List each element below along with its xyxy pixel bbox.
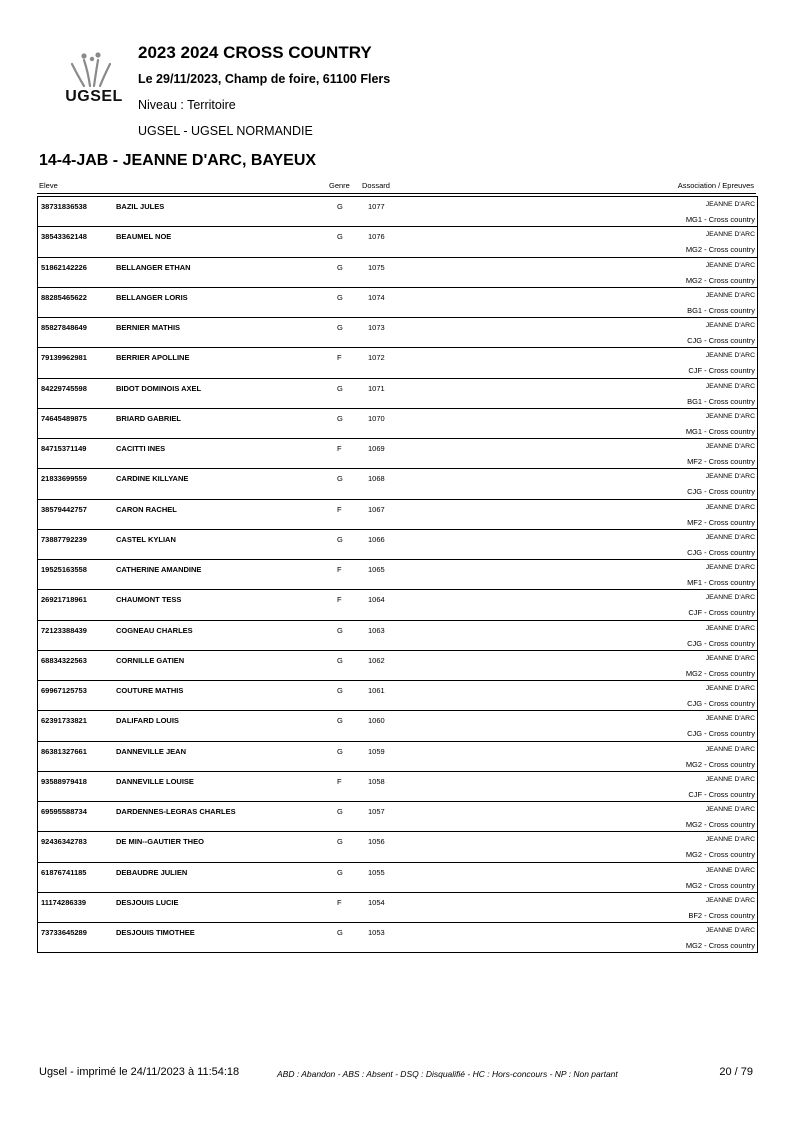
- participant-id: 38579442757: [41, 504, 87, 514]
- participant-genre: G: [337, 262, 343, 272]
- participant-id: 86381327661: [41, 746, 87, 756]
- participant-event: MG2 - Cross country: [685, 245, 755, 255]
- participant-association: JEANNE D'ARC: [705, 927, 755, 934]
- participant-dossard: 1063: [368, 625, 385, 635]
- participant-id: 74645489875: [41, 413, 87, 423]
- participant-id: 61876741185: [41, 867, 87, 877]
- participant-dossard: 1075: [368, 262, 385, 272]
- table-row: [38, 438, 757, 468]
- participant-dossard: 1064: [368, 595, 385, 605]
- participant-event: BF2 - Cross country: [688, 910, 755, 920]
- participant-event: BG1 - Cross country: [687, 396, 755, 406]
- participant-name: BIDOT DOMINOIS AXEL: [116, 383, 202, 393]
- participant-event: MG2 - Cross country: [685, 668, 755, 678]
- participant-name: DARDENNES-LEGRAS CHARLES: [116, 807, 236, 816]
- participant-id: 51862142226: [41, 262, 87, 272]
- participant-event: CJG - Cross country: [687, 638, 755, 648]
- participant-genre: G: [337, 837, 343, 847]
- participant-id: 38543362148: [41, 232, 87, 242]
- table-row: [38, 347, 757, 377]
- participant-name: BELLANGER ETHAN: [116, 262, 191, 272]
- participant-genre: F: [337, 565, 342, 574]
- participant-genre: G: [337, 413, 343, 423]
- table-row: [38, 226, 757, 256]
- participant-id: 68834322563: [41, 655, 87, 665]
- participant-genre: G: [337, 746, 343, 756]
- participant-event: MG2 - Cross country: [685, 759, 755, 769]
- participant-association: JEANNE D'ARC: [705, 624, 755, 632]
- participant-dossard: 1069: [368, 444, 385, 453]
- participant-event: MG1 - Cross country: [685, 426, 755, 436]
- participant-name: BAZIL JULES: [116, 202, 165, 211]
- participant-genre: F: [337, 504, 342, 514]
- table-row: [38, 589, 757, 619]
- participant-event: MG2 - Cross country: [685, 941, 755, 950]
- participant-dossard: 1073: [368, 323, 385, 332]
- table-row: [38, 831, 757, 861]
- participant-name: CARDINE KILLYANE: [116, 474, 189, 484]
- participant-genre: G: [337, 323, 343, 332]
- participant-association: JEANNE D'ARC: [705, 473, 755, 481]
- participant-dossard: 1068: [368, 474, 385, 484]
- participant-association: JEANNE D'ARC: [705, 231, 755, 239]
- participant-event: CJF - Cross country: [688, 366, 755, 376]
- participant-event: CJF - Cross country: [688, 789, 755, 799]
- participant-name: COGNEAU CHARLES: [116, 625, 193, 635]
- participant-association: JEANNE D'ARC: [705, 896, 755, 904]
- participant-genre: G: [337, 928, 343, 937]
- participant-association: JEANNE D'ARC: [705, 322, 755, 329]
- participant-name: DANNEVILLE JEAN: [116, 746, 187, 756]
- participant-genre: F: [337, 897, 342, 907]
- participant-name: CATHERINE AMANDINE: [116, 565, 202, 574]
- participant-event: MG2 - Cross country: [685, 275, 755, 285]
- participant-name: BERRIER APOLLINE: [116, 353, 190, 363]
- participant-id: 21833699559: [41, 474, 87, 484]
- table-row: [38, 559, 757, 589]
- table-row: [38, 801, 757, 831]
- participant-genre: G: [337, 202, 343, 211]
- participant-id: 79139962981: [41, 353, 87, 363]
- participant-genre: G: [337, 534, 343, 544]
- participant-event: CJG - Cross country: [687, 547, 755, 557]
- participant-name: BEAUMEL NOE: [116, 232, 172, 242]
- participant-genre: G: [337, 292, 343, 302]
- participant-id: 92436342783: [41, 837, 87, 847]
- organisation: UGSEL - UGSEL NORMANDIE: [138, 124, 313, 138]
- participant-association: JEANNE D'ARC: [705, 352, 755, 360]
- participant-event: CJG - Cross country: [687, 336, 755, 345]
- participant-association: JEANNE D'ARC: [705, 201, 755, 208]
- participant-dossard: 1072: [368, 353, 385, 363]
- participant-event: BG1 - Cross country: [687, 305, 755, 315]
- table-row: [38, 680, 757, 710]
- participant-association: JEANNE D'ARC: [705, 715, 755, 723]
- table-row: [38, 378, 757, 408]
- participant-dossard: 1054: [368, 897, 385, 907]
- participant-dossard: 1056: [368, 837, 385, 847]
- event-level: Niveau : Territoire: [138, 98, 236, 112]
- event-date-location: Le 29/11/2023, Champ de foire, 61100 Flers: [138, 72, 391, 86]
- participant-name: COUTURE MATHIS: [116, 686, 184, 695]
- logo-text: UGSEL: [65, 88, 123, 105]
- participant-dossard: 1058: [368, 776, 385, 786]
- table-row: [38, 922, 757, 952]
- participant-association: JEANNE D'ARC: [705, 443, 755, 450]
- participant-association: JEANNE D'ARC: [705, 291, 755, 299]
- participant-name: DANNEVILLE LOUISE: [116, 776, 194, 786]
- event-title: 2023 2024 CROSS COUNTRY: [138, 43, 372, 62]
- table-row: [38, 862, 757, 892]
- participant-association: JEANNE D'ARC: [705, 261, 755, 269]
- participant-dossard: 1060: [368, 716, 385, 726]
- participant-dossard: 1077: [368, 202, 385, 211]
- participant-genre: G: [337, 383, 343, 393]
- table-row: [38, 468, 757, 498]
- participant-id: 19525163558: [41, 565, 87, 574]
- participant-association: JEANNE D'ARC: [705, 594, 755, 602]
- participant-name: DE MIN--GAUTIER THEO: [116, 837, 204, 847]
- participant-name: DESJOUIS TIMOTHEE: [116, 928, 195, 937]
- participant-dossard: 1071: [368, 383, 385, 393]
- participant-dossard: 1061: [368, 686, 385, 695]
- participant-event: MG2 - Cross country: [685, 820, 755, 829]
- participant-name: BELLANGER LORIS: [116, 292, 188, 302]
- page-number: 20 / 79: [719, 1066, 753, 1078]
- participant-genre: G: [337, 655, 343, 665]
- participant-dossard: 1074: [368, 292, 385, 302]
- participant-genre: G: [337, 716, 343, 726]
- participant-id: 93588979418: [41, 776, 87, 786]
- participant-genre: G: [337, 807, 343, 816]
- participant-name: CARON RACHEL: [116, 504, 177, 514]
- participant-id: 72123388439: [41, 625, 87, 635]
- participant-event: CJF - Cross country: [688, 608, 755, 618]
- participant-name: BRIARD GABRIEL: [116, 413, 181, 423]
- participant-association: JEANNE D'ARC: [705, 412, 755, 420]
- participant-association: JEANNE D'ARC: [705, 533, 755, 541]
- participant-genre: G: [337, 474, 343, 484]
- column-genre: Genre: [329, 181, 350, 190]
- participant-id: 38731836538: [41, 202, 87, 211]
- participant-id: 73733645289: [41, 928, 87, 937]
- participant-name: CACITTI INES: [116, 444, 166, 453]
- participant-event: MG1 - Cross country: [685, 215, 755, 224]
- participant-event: MF2 - Cross country: [687, 457, 755, 466]
- participant-association: JEANNE D'ARC: [705, 866, 755, 874]
- participant-association: JEANNE D'ARC: [705, 382, 755, 390]
- participant-event: MF2 - Cross country: [687, 517, 755, 527]
- participant-id: 84715371149: [41, 444, 87, 453]
- table-row: [38, 710, 757, 740]
- participant-id: 69967125753: [41, 686, 87, 695]
- participant-association: JEANNE D'ARC: [705, 836, 755, 844]
- table-row: [38, 771, 757, 801]
- participant-name: DALIFARD LOUIS: [116, 716, 179, 726]
- participant-dossard: 1076: [368, 232, 385, 242]
- participant-genre: F: [337, 444, 342, 453]
- column-dossard: Dossard: [362, 181, 390, 190]
- participant-association: JEANNE D'ARC: [705, 503, 755, 511]
- participant-id: 73887792239: [41, 534, 87, 544]
- participant-event: CJG - Cross country: [687, 699, 755, 708]
- participant-name: BERNIER MATHIS: [116, 323, 181, 332]
- column-association: Association / Epreuves: [677, 181, 754, 190]
- participant-name: DESJOUIS LUCIE: [116, 897, 179, 907]
- participant-name: DEBAUDRE JULIEN: [116, 867, 188, 877]
- runners-icon: [62, 50, 126, 90]
- table-row: [38, 196, 757, 226]
- participant-association: JEANNE D'ARC: [705, 654, 755, 662]
- participant-name: CORNILLE GATIEN: [116, 655, 185, 665]
- participant-genre: G: [337, 686, 343, 695]
- participant-event: MG2 - Cross country: [685, 880, 755, 890]
- participant-dossard: 1053: [368, 928, 385, 937]
- participant-id: 69595588734: [41, 807, 87, 816]
- participant-event: CJG - Cross country: [687, 729, 755, 739]
- table-row: [38, 741, 757, 771]
- participant-dossard: 1070: [368, 413, 385, 423]
- ugsel-logo: [62, 50, 126, 108]
- participant-event: MF1 - Cross country: [687, 578, 755, 587]
- participant-event: CJG - Cross country: [687, 487, 755, 497]
- table-row: [38, 408, 757, 438]
- table-header: [37, 179, 756, 194]
- school-heading: 14-4-JAB - JEANNE D'ARC, BAYEUX: [39, 152, 317, 169]
- participants-table: [37, 196, 758, 953]
- participant-association: JEANNE D'ARC: [705, 806, 755, 813]
- participant-association: JEANNE D'ARC: [705, 775, 755, 783]
- participant-association: JEANNE D'ARC: [705, 745, 755, 753]
- participant-id: 84229745598: [41, 383, 87, 393]
- participant-dossard: 1055: [368, 867, 385, 877]
- print-date: Ugsel - imprimé le 24/11/2023 à 11:54:18: [39, 1066, 240, 1078]
- participant-id: 85827848649: [41, 323, 87, 332]
- participant-association: JEANNE D'ARC: [705, 564, 755, 571]
- status-legend: ABD : Abandon - ABS : Absent - DSQ : Disqualifié - HC : Hors-concours - NP : Non partant: [277, 1069, 618, 1079]
- participant-dossard: 1067: [368, 504, 385, 514]
- participant-name: CHAUMONT TESS: [116, 595, 182, 605]
- table-row: [38, 317, 757, 347]
- table-row: [38, 892, 757, 922]
- table-row: [38, 287, 757, 317]
- participant-dossard: 1059: [368, 746, 385, 756]
- participant-name: CASTEL KYLIAN: [116, 534, 176, 544]
- participant-genre: F: [337, 353, 342, 363]
- participant-genre: G: [337, 232, 343, 242]
- table-row: [38, 529, 757, 559]
- participant-dossard: 1062: [368, 655, 385, 665]
- participant-id: 11174286339: [41, 897, 87, 907]
- participant-dossard: 1065: [368, 565, 385, 574]
- participant-genre: F: [337, 776, 342, 786]
- participant-id: 62391733821: [41, 716, 87, 726]
- column-eleve: Eleve: [39, 181, 58, 190]
- participant-dossard: 1057: [368, 807, 385, 816]
- participant-id: 26921718961: [41, 595, 87, 605]
- participant-event: MG2 - Cross country: [685, 850, 755, 860]
- participant-id: 88285465622: [41, 292, 87, 302]
- participant-dossard: 1066: [368, 534, 385, 544]
- table-row: [38, 257, 757, 287]
- table-row: [38, 650, 757, 680]
- participant-genre: G: [337, 625, 343, 635]
- table-row: [38, 499, 757, 529]
- table-row: [38, 620, 757, 650]
- participant-association: JEANNE D'ARC: [705, 685, 755, 692]
- participant-genre: F: [337, 595, 342, 605]
- participant-genre: G: [337, 867, 343, 877]
